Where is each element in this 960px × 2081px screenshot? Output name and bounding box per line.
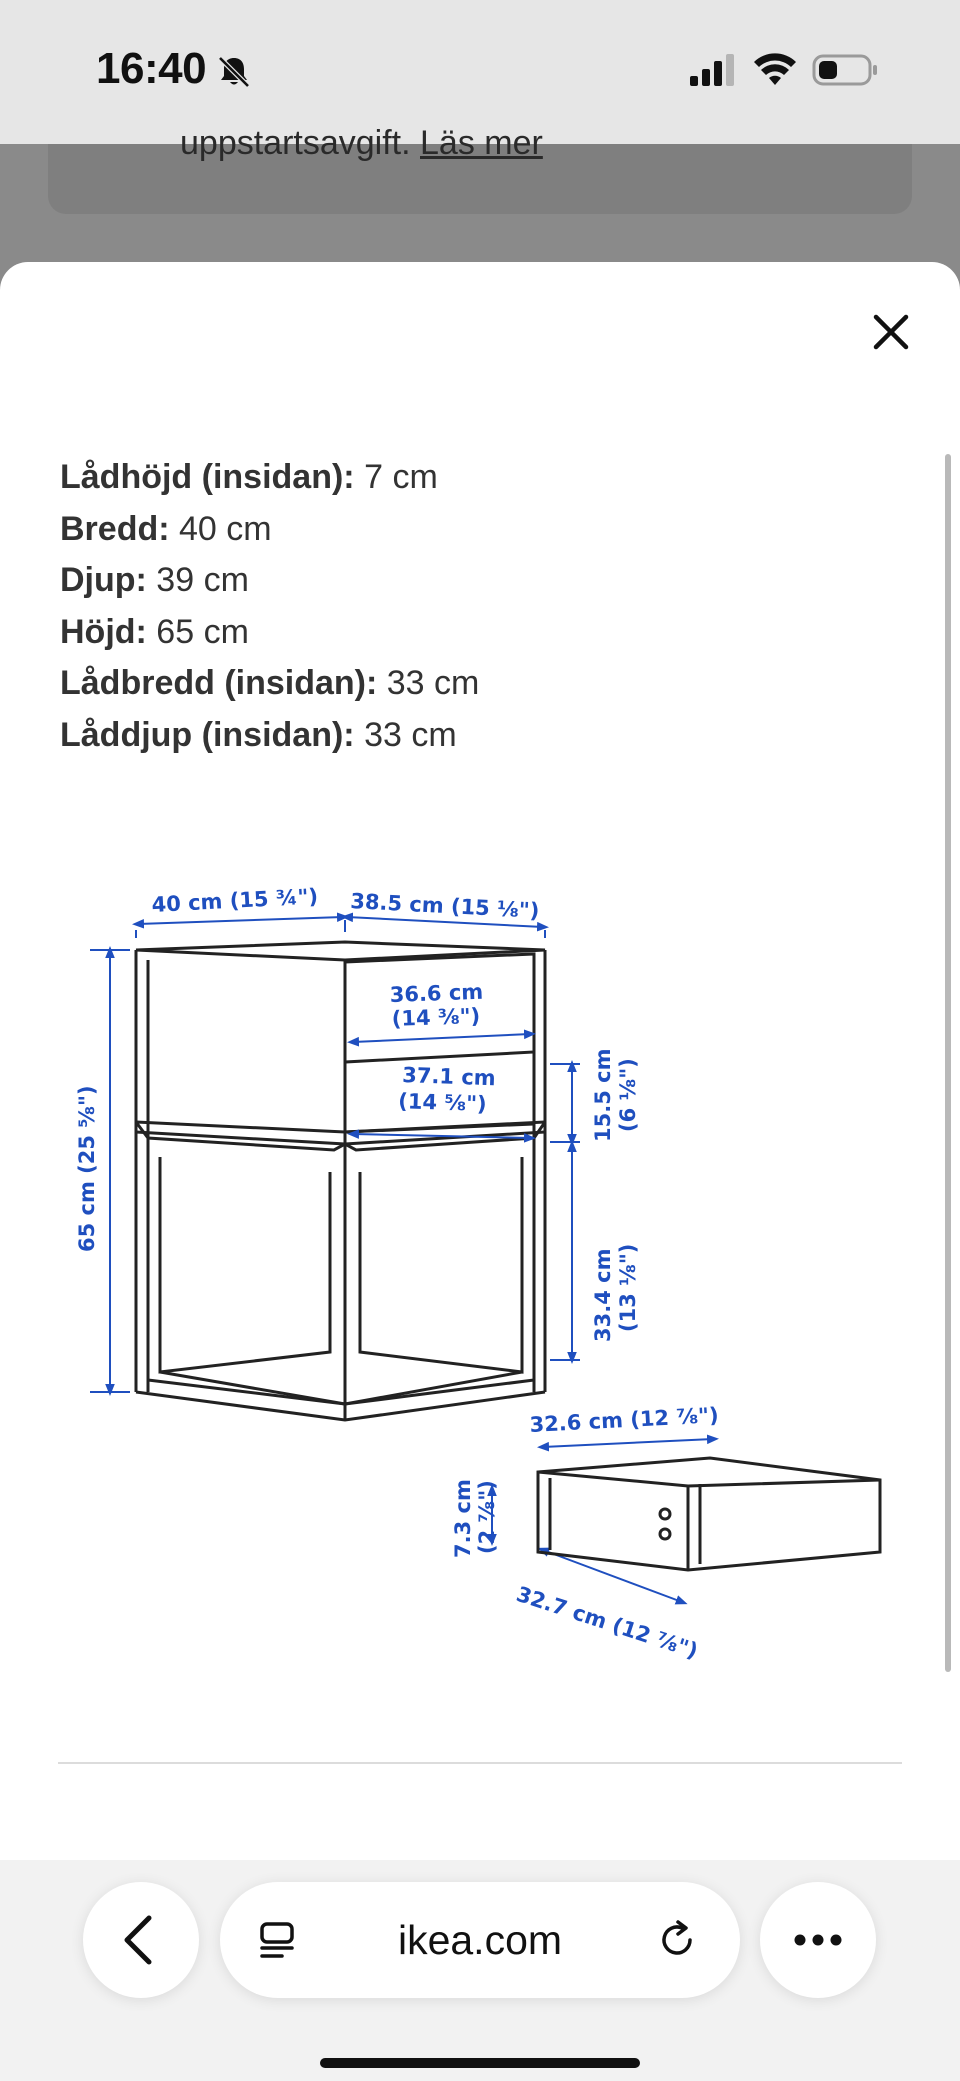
more-button[interactable] [760, 1882, 876, 1998]
drawer-height-inch-label: (2 ⅞") [475, 1480, 499, 1554]
spec-row [60, 504, 479, 556]
read-more-link[interactable]: Läs mer [420, 124, 543, 162]
battery-icon [812, 52, 880, 88]
spec-value: 39 cm [146, 561, 249, 599]
drawer-front-width-inch-label: (14 ⅜") [391, 1003, 481, 1031]
more-icon [760, 1882, 876, 1998]
back-button[interactable] [83, 1882, 199, 1998]
background-caption: uppstartsavgift. [180, 124, 411, 162]
spec-row [60, 607, 479, 659]
spec-list [60, 452, 479, 761]
total-height-label: 65 cm (25 ⅝") [75, 1085, 99, 1252]
drawer-height-label: 7.3 cm [451, 1479, 475, 1558]
opening-width-inch-label: (14 ⅝") [397, 1089, 488, 1117]
spec-value: 65 cm [146, 612, 249, 651]
bell-slash-icon [216, 54, 252, 90]
spec-label: Höjd: [60, 612, 147, 651]
divider [58, 1762, 902, 1764]
chevron-left-icon [83, 1882, 199, 1998]
drawer-section-height-label: 15.5 cm [591, 1048, 615, 1142]
drawer-width-label: 32.6 cm (12 ⅞") [529, 1403, 720, 1437]
spec-value: 40 cm [169, 509, 272, 548]
scrollbar[interactable] [945, 454, 951, 1672]
drawer-depth-label: 32.7 cm (12 ⅞") [513, 1581, 701, 1664]
spec-label: Lådbredd (insidan): [60, 664, 378, 702]
drawer-front-width-label: 36.6 cm [389, 979, 484, 1007]
home-indicator[interactable] [320, 2058, 640, 2068]
status-time: 16:40 [96, 44, 207, 93]
address-bar[interactable] [220, 1882, 740, 1998]
spec-row [60, 555, 479, 607]
spec-value: 33 cm [377, 664, 480, 702]
depth-top-label: 38.5 cm (15 ⅛") [349, 889, 540, 923]
reload-icon[interactable] [656, 1918, 700, 1962]
spec-row [60, 452, 479, 504]
lower-height-label: 33.4 cm [591, 1248, 615, 1342]
product-dimensions-sheet [0, 262, 960, 2081]
signal-icon [688, 52, 738, 88]
nightstand-drawing [136, 942, 545, 1420]
background-text [180, 124, 543, 163]
wifi-icon [752, 50, 798, 88]
close-icon[interactable] [866, 307, 916, 357]
spec-value: 7 cm [354, 458, 438, 496]
browser-toolbar [0, 1860, 960, 2081]
width-top-label: 40 cm (15 ¾") [151, 884, 319, 917]
lower-height-inch-label: (13 ⅛") [616, 1243, 640, 1332]
spec-label: Låddjup (insidan): [60, 715, 355, 754]
spec-label: Bredd: [60, 509, 170, 548]
background-page [0, 144, 960, 274]
spec-row [60, 658, 479, 710]
url-text: ikea.com [397, 1917, 563, 1963]
spec-label: Djup: [60, 561, 147, 599]
spec-label: Lådhöjd (insidan): [60, 458, 355, 496]
drawer-section-height-inch-label: (6 ⅛") [616, 1058, 640, 1132]
opening-width-label: 37.1 cm [401, 1063, 497, 1091]
status-bar [0, 0, 960, 144]
spec-row [60, 710, 479, 762]
spec-value: 33 cm [354, 715, 457, 754]
drawer-drawing [538, 1458, 880, 1570]
dimension-diagram [60, 812, 900, 1692]
